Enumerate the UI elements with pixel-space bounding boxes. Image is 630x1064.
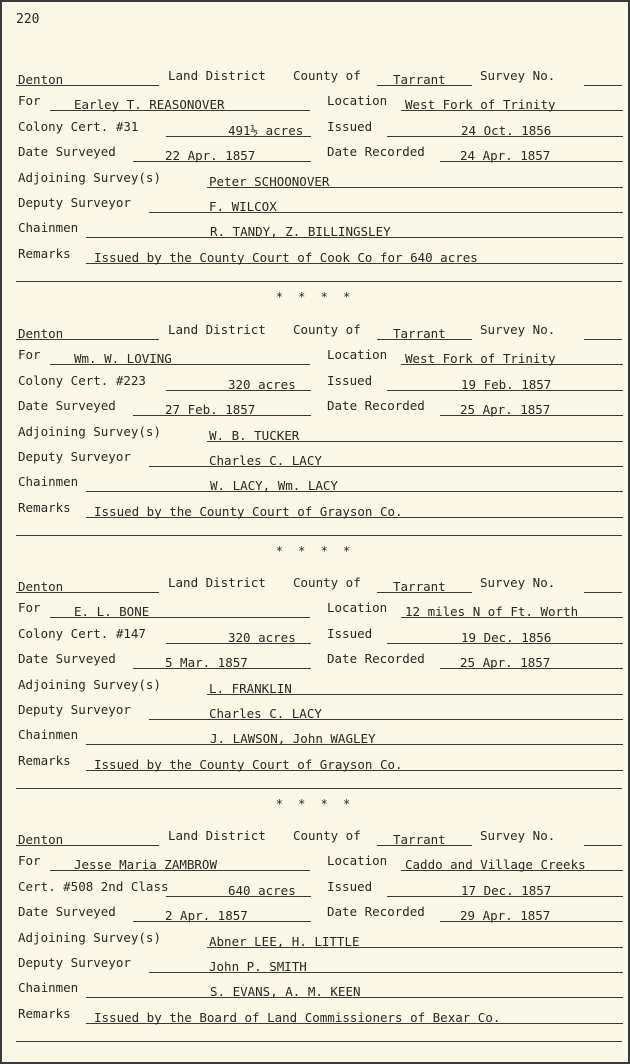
date-recorded-value: 25 Apr. 1857 [460,655,551,671]
entry-row [2,828,628,848]
remarks-continuation-line [16,281,622,282]
county-value-line [377,68,472,86]
date-recorded-value-line [440,651,623,669]
survey-no-value-line [584,828,622,846]
chainmen-label: Chainmen [18,727,79,743]
entry-row [2,170,628,190]
county-of-label: County of [293,575,361,590]
issued-value: 17 Dec. 1857 [461,882,552,898]
location-value: West Fork of Trinity [405,351,556,367]
entry-row [2,68,628,88]
acres-value: 320 acres [228,376,296,392]
date-surveyed-value: 27 Feb. 1857 [165,402,256,418]
date-surveyed-value-line [133,398,311,416]
location-value-line [401,600,623,618]
county-value-line [377,322,472,340]
district-value-line [16,828,159,846]
entry-row [2,930,628,950]
deputy-surveyor-value: John P. SMITH [209,959,307,974]
acres-value: 320 acres [228,629,296,645]
date-surveyed-label: Date Surveyed [18,904,116,920]
chainmen-value: R. TANDY, Z. BILLINGSLEY [210,224,391,240]
date-recorded-value: 25 Apr. 1857 [460,402,551,418]
date-recorded-label: Date Recorded [327,904,425,920]
chainmen-value-line [86,727,623,745]
survey-no-value-line [584,322,622,340]
entry-row [2,246,628,266]
for-label: For [18,600,41,616]
date-recorded-label: Date Recorded [327,651,425,667]
date-surveyed-label: Date Surveyed [18,144,116,160]
issued-value-line [387,626,623,644]
remarks-value-line [86,500,623,518]
issued-value-line [387,119,623,137]
chainmen-value-line [86,980,623,998]
land-district-label: Land District [168,68,266,83]
entry-row [2,93,628,113]
date-surveyed-value: 22 Apr. 1857 [165,148,256,164]
chainmen-label: Chainmen [18,220,79,236]
date-recorded-value-line [440,398,623,416]
remarks-value-line [86,753,623,771]
district-value-line [16,322,159,340]
county-of-label: County of [293,68,361,83]
entry-row [2,955,628,975]
location-value-line [401,347,623,365]
entry-row [2,651,628,671]
chainmen-value: W. LACY, Wm. LACY [210,478,338,494]
county-value: Tarrant [393,72,446,87]
remarks-value: Issued by the County Court of Grayson Co. [94,756,403,772]
entry-row [2,398,628,418]
land-district-label: Land District [168,575,266,590]
district-value: Denton [18,832,64,847]
date-surveyed-value-line [133,651,311,669]
entry-row [2,677,628,697]
issued-value-line [387,879,623,897]
remarks-continuation-line [16,788,622,789]
remarks-label: Remarks [18,499,71,515]
county-value: Tarrant [393,832,446,847]
adjoining-label: Adjoining Survey(s) [18,929,161,945]
for-label: For [18,347,41,363]
remarks-label: Remarks [18,1005,71,1021]
county-value-line [377,575,472,593]
remarks-continuation-line [16,1041,622,1042]
for-label: For [18,93,41,109]
date-recorded-value-line [440,904,623,922]
remarks-value: Issued by the County Court of Cook Co for 640 acres [94,249,478,265]
remarks-label: Remarks [18,245,71,261]
county-value: Tarrant [393,579,446,594]
adjoining-label: Adjoining Survey(s) [18,169,161,185]
date-recorded-value-line [440,144,623,162]
district-value: Denton [18,72,64,87]
remarks-value-line [86,1006,623,1024]
entry-separator: * * * * [275,544,355,559]
acres-value: 640 acres [228,882,296,898]
entry-row [2,144,628,164]
deputy-surveyor-value: Charles C. LACY [209,706,322,721]
date-recorded-value: 29 Apr. 1857 [460,908,551,924]
acres-value-line [166,119,311,137]
entry-row [2,449,628,469]
entry-row [2,626,628,646]
chainmen-label: Chainmen [18,474,79,490]
adjoining-value: Peter SCHOONOVER [209,173,330,189]
remarks-value: Issued by the County Court of Grayson Co. [94,503,403,519]
location-value: 12 miles N of Ft. Worth [405,604,579,620]
deputy-surveyor-value: F. WILCOX [209,199,277,214]
grantee-value: Wm. W. LOVING [74,351,172,367]
deputy-surveyor-value-line [149,195,623,213]
date-recorded-label: Date Recorded [327,398,425,414]
county-of-label: County of [293,322,361,337]
county-value: Tarrant [393,326,446,341]
survey-no-label: Survey No. [480,322,556,337]
survey-no-label: Survey No. [480,68,556,83]
entry-row [2,575,628,595]
location-value: Caddo and Village Creeks [405,857,586,873]
survey-no-value-line [584,68,622,86]
grantee-value: E. L. BONE [74,604,150,620]
certificate-label: Colony Cert. #223 [18,372,146,388]
survey-no-label: Survey No. [480,828,556,843]
entry-row [2,474,628,494]
date-surveyed-label: Date Surveyed [18,651,116,667]
entry-separator: * * * * [275,797,355,812]
location-label: Location [327,347,388,363]
date-recorded-label: Date Recorded [327,144,425,160]
remarks-value: Issued by the Board of Land Commissioners of Bexar Co. [94,1009,501,1025]
chainmen-value: S. EVANS, A. M. KEEN [210,984,361,1000]
deputy-surveyor-value: Charles C. LACY [209,453,322,468]
issued-value: 19 Feb. 1857 [461,376,552,392]
remarks-label: Remarks [18,752,71,768]
district-value-line [16,575,159,593]
entry-row [2,904,628,924]
certificate-label: Colony Cert. #31 [18,118,139,134]
for-label: For [18,853,41,869]
grantee-value-line [50,93,310,111]
grantee-value: Earley T. REASONOVER [74,97,225,113]
entry-row [2,119,628,139]
deputy-surveyor-label: Deputy Surveyor [18,449,131,464]
county-value-line [377,828,472,846]
date-surveyed-value: 2 Apr. 1857 [165,908,248,924]
adjoining-value: Abner LEE, H. LITTLE [209,933,360,949]
date-surveyed-label: Date Surveyed [18,398,116,414]
location-label: Location [327,600,388,616]
land-district-label: Land District [168,322,266,337]
location-value-line [401,93,623,111]
district-value: Denton [18,579,64,594]
entry-row [2,727,628,747]
acres-value: 491½ acres [228,122,304,138]
land-district-label: Land District [168,828,266,843]
survey-no-value-line [584,575,622,593]
date-surveyed-value: 5 Mar. 1857 [165,655,248,671]
acres-value-line [166,626,311,644]
deputy-surveyor-value-line [149,449,623,467]
acres-value-line [166,373,311,391]
county-of-label: County of [293,828,361,843]
adjoining-label: Adjoining Survey(s) [18,676,161,692]
location-value: West Fork of Trinity [405,97,556,113]
certificate-label: Cert. #508 2nd Class [18,878,169,894]
grantee-value-line [50,600,310,618]
issued-label: Issued [327,118,373,134]
adjoining-value-line [207,424,623,442]
adjoining-value: L. FRANKLIN [209,680,292,696]
survey-no-label: Survey No. [480,575,556,590]
issued-value-line [387,373,623,391]
location-label: Location [327,93,388,109]
chainmen-value-line [86,474,623,492]
deputy-surveyor-label: Deputy Surveyor [18,702,131,717]
chainmen-value-line [86,220,623,238]
date-surveyed-value-line [133,904,311,922]
adjoining-value: W. B. TUCKER [209,427,300,443]
remarks-continuation-line [16,535,622,536]
entry-separator: * * * * [275,290,355,305]
deputy-surveyor-value-line [149,955,623,973]
chainmen-value: J. LAWSON, John WAGLEY [210,731,376,747]
entry-row [2,702,628,722]
district-value: Denton [18,326,64,341]
entry-row [2,1006,628,1026]
remarks-value-line [86,246,623,264]
entry-row [2,424,628,444]
adjoining-value-line [207,677,623,695]
entry-row [2,195,628,215]
entry-row [2,347,628,367]
entry-row [2,220,628,240]
grantee-value-line [50,853,310,871]
issued-label: Issued [327,878,373,894]
issued-label: Issued [327,625,373,641]
entry-row [2,373,628,393]
entry-row [2,853,628,873]
chainmen-label: Chainmen [18,980,79,996]
entry-row [2,753,628,773]
date-surveyed-value-line [133,144,311,162]
entry-row [2,322,628,342]
adjoining-label: Adjoining Survey(s) [18,423,161,439]
adjoining-value-line [207,930,623,948]
certificate-label: Colony Cert. #147 [18,625,146,641]
acres-value-line [166,879,311,897]
deputy-surveyor-value-line [149,702,623,720]
location-label: Location [327,853,388,869]
date-recorded-value: 24 Apr. 1857 [460,148,551,164]
deputy-surveyor-label: Deputy Surveyor [18,955,131,970]
entry-row [2,879,628,899]
issued-label: Issued [327,372,373,388]
entry-row [2,500,628,520]
grantee-value-line [50,347,310,365]
grantee-value: Jesse Maria ZAMBROW [74,857,217,873]
page-number: 220 [16,12,40,27]
entry-row [2,980,628,1000]
district-value-line [16,68,159,86]
issued-value: 24 Oct. 1856 [461,122,552,138]
location-value-line [401,853,623,871]
issued-value: 19 Dec. 1856 [461,629,552,645]
entry-row [2,600,628,620]
deputy-surveyor-label: Deputy Surveyor [18,195,131,210]
adjoining-value-line [207,170,623,188]
